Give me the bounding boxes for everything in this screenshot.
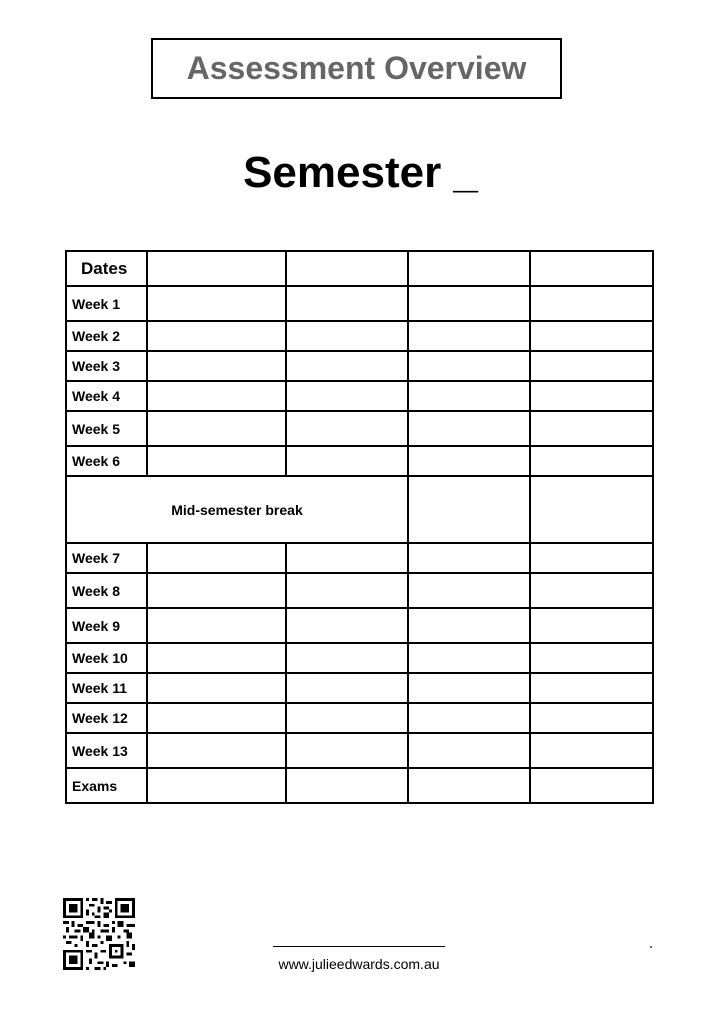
row-label: Week 2 bbox=[66, 321, 147, 351]
table-cell[interactable] bbox=[530, 476, 653, 543]
row-label: Week 5 bbox=[66, 411, 147, 446]
table-cell[interactable] bbox=[147, 703, 286, 733]
table-row bbox=[66, 411, 653, 446]
table-cell[interactable] bbox=[408, 251, 530, 286]
row-label: Week 11 bbox=[66, 673, 147, 703]
row-label: Week 9 bbox=[66, 608, 147, 643]
table-cell[interactable] bbox=[408, 286, 530, 321]
table-row bbox=[66, 446, 653, 476]
table-cell[interactable] bbox=[286, 446, 408, 476]
title-box bbox=[151, 38, 562, 99]
table-cell[interactable] bbox=[530, 351, 653, 381]
table-cell[interactable] bbox=[530, 733, 653, 768]
table-cell[interactable] bbox=[408, 703, 530, 733]
table-row bbox=[66, 673, 653, 703]
table-cell[interactable] bbox=[147, 321, 286, 351]
table-cell[interactable] bbox=[286, 768, 408, 803]
table-cell[interactable] bbox=[286, 643, 408, 673]
row-label: Week 6 bbox=[66, 446, 147, 476]
table-cell[interactable] bbox=[286, 573, 408, 608]
row-label: Week 1 bbox=[66, 286, 147, 321]
table-cell[interactable] bbox=[408, 411, 530, 446]
table-cell[interactable] bbox=[147, 446, 286, 476]
table-cell[interactable] bbox=[530, 573, 653, 608]
row-label: Week 7 bbox=[66, 543, 147, 573]
decorative-dot bbox=[650, 946, 652, 948]
table-cell[interactable] bbox=[408, 321, 530, 351]
table-cell[interactable] bbox=[530, 643, 653, 673]
table-cell[interactable] bbox=[286, 543, 408, 573]
semester-heading: Semester _ bbox=[243, 148, 478, 197]
table-cell[interactable] bbox=[408, 768, 530, 803]
table-cell[interactable] bbox=[147, 733, 286, 768]
table-cell[interactable] bbox=[530, 411, 653, 446]
table-cell[interactable] bbox=[147, 673, 286, 703]
table-cell[interactable] bbox=[286, 251, 408, 286]
row-label: Week 10 bbox=[66, 643, 147, 673]
table-row bbox=[66, 608, 653, 643]
table-cell[interactable] bbox=[286, 321, 408, 351]
break-row bbox=[66, 476, 653, 543]
table-cell[interactable] bbox=[408, 351, 530, 381]
table-cell[interactable] bbox=[147, 381, 286, 411]
table-cell[interactable] bbox=[286, 608, 408, 643]
table-row bbox=[66, 768, 653, 803]
row-label: Week 4 bbox=[66, 381, 147, 411]
table-cell[interactable] bbox=[408, 733, 530, 768]
table-cell[interactable] bbox=[530, 703, 653, 733]
table-row bbox=[66, 321, 653, 351]
table-cell[interactable] bbox=[530, 446, 653, 476]
table-cell[interactable] bbox=[286, 381, 408, 411]
table-cell[interactable] bbox=[147, 411, 286, 446]
table-header-row bbox=[66, 251, 653, 286]
table-cell[interactable] bbox=[408, 476, 530, 543]
table-cell[interactable] bbox=[147, 286, 286, 321]
table-row bbox=[66, 733, 653, 768]
table-cell[interactable] bbox=[530, 768, 653, 803]
table-cell[interactable] bbox=[408, 643, 530, 673]
table-cell[interactable] bbox=[530, 251, 653, 286]
table-row bbox=[66, 703, 653, 733]
table-row bbox=[66, 573, 653, 608]
table-row bbox=[66, 351, 653, 381]
assessment-table bbox=[65, 250, 654, 804]
table-cell[interactable] bbox=[408, 673, 530, 703]
row-label: Week 3 bbox=[66, 351, 147, 381]
dates-header: Dates bbox=[66, 251, 147, 286]
table-cell[interactable] bbox=[286, 411, 408, 446]
table-cell[interactable] bbox=[286, 703, 408, 733]
table-cell[interactable] bbox=[530, 321, 653, 351]
table-cell[interactable] bbox=[408, 381, 530, 411]
table-cell[interactable] bbox=[530, 286, 653, 321]
page-title: Assessment Overview bbox=[186, 50, 527, 86]
table-cell[interactable] bbox=[286, 733, 408, 768]
table-row bbox=[66, 643, 653, 673]
row-label: Exams bbox=[66, 768, 147, 803]
row-label: Week 12 bbox=[66, 703, 147, 733]
table-cell[interactable] bbox=[286, 673, 408, 703]
table-cell[interactable] bbox=[147, 251, 286, 286]
table-cell[interactable] bbox=[147, 608, 286, 643]
table-cell[interactable] bbox=[530, 381, 653, 411]
table-row bbox=[66, 543, 653, 573]
table-cell[interactable] bbox=[408, 608, 530, 643]
table-cell[interactable] bbox=[408, 543, 530, 573]
table-cell[interactable] bbox=[530, 543, 653, 573]
table-cell[interactable] bbox=[147, 543, 286, 573]
row-label: Week 8 bbox=[66, 573, 147, 608]
table-cell[interactable] bbox=[147, 768, 286, 803]
row-label: Week 13 bbox=[66, 733, 147, 768]
table-row bbox=[66, 286, 653, 321]
table-cell[interactable] bbox=[408, 446, 530, 476]
table-cell[interactable] bbox=[147, 643, 286, 673]
table-cell[interactable] bbox=[530, 608, 653, 643]
table-cell[interactable] bbox=[286, 351, 408, 381]
table-cell[interactable] bbox=[286, 286, 408, 321]
table-cell[interactable] bbox=[530, 673, 653, 703]
mid-semester-break-label: Mid-semester break bbox=[66, 476, 408, 543]
table-row bbox=[66, 381, 653, 411]
footer-divider bbox=[273, 946, 445, 947]
table-cell[interactable] bbox=[408, 573, 530, 608]
table-cell[interactable] bbox=[147, 351, 286, 381]
table-cell[interactable] bbox=[147, 573, 286, 608]
footer-url[interactable]: www.julieedwards.com.au bbox=[278, 956, 440, 972]
qr-code-icon[interactable] bbox=[63, 898, 135, 970]
